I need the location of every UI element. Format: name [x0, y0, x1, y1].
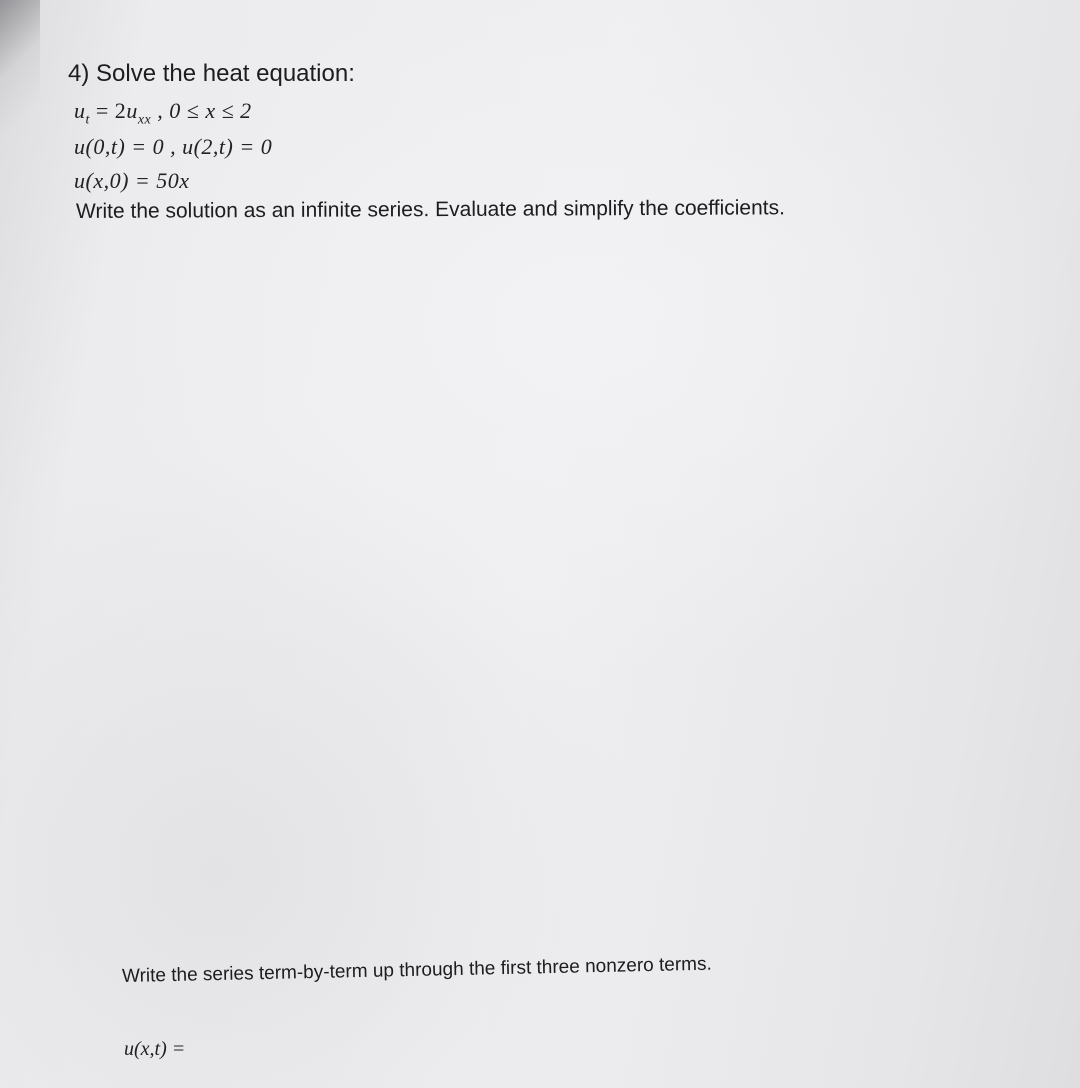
term-by-term-instruction: Write the series term-by-term up through the first three nonzero terms.	[121, 953, 713, 987]
pde-lhs-subscript: t	[85, 112, 90, 128]
pde-equation	[74, 98, 252, 128]
pde-rhs-subscript: xx	[137, 112, 152, 128]
pde-lhs: u	[74, 98, 86, 123]
boundary-conditions: u(0,t) = 0 , u(2,t) = 0	[74, 134, 273, 159]
problem-title: 4) Solve the heat equation:	[68, 60, 355, 87]
series-instruction: Write the solution as an infinite series. Evaluate and simplify the coefficients.	[75, 196, 785, 223]
answer-label: u(x,t) =	[124, 1038, 186, 1060]
pde-domain: , 0 ≤ x ≤ 2	[151, 98, 252, 123]
pde-equals: = 2	[89, 98, 127, 123]
initial-condition: u(x,0) = 50x	[74, 168, 190, 193]
pde-rhs: u	[126, 98, 138, 123]
